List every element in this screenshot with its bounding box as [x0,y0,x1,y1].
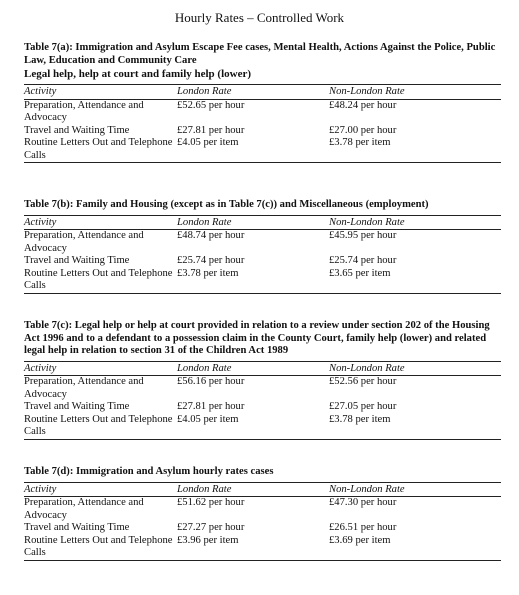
non-london-rate-cell: £27.00 per hour [329,124,397,136]
table-row [24,255,501,268]
table-7c-section [24,320,504,440]
activity-cell: Routine Letters Out and Telephone Calls [24,414,177,440]
table-row [24,497,501,523]
london-rate-cell: £51.62 per hour [177,497,245,508]
table-row [24,535,501,561]
non-london-rate-cell: £45.95 per hour [329,230,397,241]
activity-cell: Routine Letters Out and Telephone Calls [24,268,177,294]
column-header-non-london-rate: Non-London Rate [329,482,501,497]
table-row [24,522,501,535]
london-rate-cell: £27.81 per hour [177,401,245,412]
column-header-non-london-rate: Non-London Rate [329,215,501,230]
table-7b-section [24,199,504,294]
non-london-rate-cell: £25.74 per hour [329,255,397,266]
london-rate-cell: £3.96 per item [177,535,329,561]
column-header-activity: Activity [24,215,177,230]
column-header-london-rate: London Rate [177,361,329,376]
table-row [24,230,501,256]
column-header-activity: Activity [24,361,177,376]
column-header-non-london-rate: Non-London Rate [329,85,501,100]
non-london-rate-cell: £52.56 per hour [329,376,397,387]
table-row [24,137,501,163]
non-london-rate-cell: £47.30 per hour [329,497,397,508]
london-rate-cell: £4.05 per item [177,414,329,440]
london-rate-cell: £52.65 per hour [177,99,245,111]
table-7d-section [24,466,504,561]
activity-cell: Travel and Waiting Time [24,401,130,412]
non-london-rate-cell: £3.78 per item [329,414,501,440]
header-row [24,215,501,230]
rates-table [24,482,501,561]
table-title: Table 7(d): Immigration and Asylum hourly rates cases [24,466,274,477]
activity-cell: Travel and Waiting Time [24,124,130,136]
activity-cell: Preparation, Attendance and Advocacy [24,230,144,254]
rates-table [24,84,501,163]
non-london-rate-cell: £27.05 per hour [329,401,397,412]
table-title: Table 7(c): Legal help or help at court provided in relation to a review under section 202 of the Housing Act 1996 and to a defendant to a possession claim in the County Court, family help (lower) and related legal help in relation to section 31 of the Children Act 1989 [24,320,490,356]
london-rate-cell: £56.16 per hour [177,376,245,387]
activity-cell: Preparation, Attendance and Advocacy [24,376,144,400]
header-row [24,85,501,100]
table-row [24,414,501,440]
activity-cell: Routine Letters Out and Telephone Calls [24,137,177,163]
page-title: Hourly Rates – Controlled Work [174,10,345,25]
column-header-london-rate: London Rate [177,85,329,100]
non-london-rate-cell: £3.69 per item [329,535,501,561]
non-london-rate-cell: £48.24 per hour [329,99,397,111]
column-header-activity: Activity [24,482,177,497]
column-header-london-rate: London Rate [177,482,329,497]
activity-cell: Travel and Waiting Time [24,255,130,266]
london-rate-cell: £48.74 per hour [177,230,245,241]
non-london-rate-cell: £26.51 per hour [329,522,397,533]
rates-table [24,361,501,440]
table-7a-section [24,42,504,163]
activity-cell: Preparation, Attendance and Advocacy [24,99,144,123]
activity-cell: Routine Letters Out and Telephone Calls [24,535,177,561]
table-subheading: Legal help, help at court and family help (lower) [24,68,252,80]
activity-cell: Preparation, Attendance and Advocacy [24,497,144,521]
activity-cell: Travel and Waiting Time [24,522,130,533]
non-london-rate-cell: £3.78 per item [329,137,501,163]
london-rate-cell: £3.78 per item [177,268,329,294]
table-row [24,401,501,414]
table-title: Table 7(b): Family and Housing (except as in Table 7(c)) and Miscellaneous (employment) [24,199,429,210]
rates-table [24,215,501,294]
column-header-activity: Activity [24,85,177,100]
table-row [24,99,501,125]
table-row [24,125,501,138]
header-row [24,482,501,497]
london-rate-cell: £27.81 per hour [177,124,245,136]
column-header-non-london-rate: Non-London Rate [329,361,501,376]
london-rate-cell: £4.05 per item [177,137,329,163]
column-header-london-rate: London Rate [177,215,329,230]
non-london-rate-cell: £3.65 per item [329,268,501,294]
london-rate-cell: £27.27 per hour [177,522,245,533]
london-rate-cell: £25.74 per hour [177,255,245,266]
table-row [24,268,501,294]
table-title: Table 7(a): Immigration and Asylum Escape Fee cases, Mental Health, Actions Against the Police, Public Law, Education and Community Care [24,42,496,66]
table-row [24,376,501,402]
header-row [24,361,501,376]
